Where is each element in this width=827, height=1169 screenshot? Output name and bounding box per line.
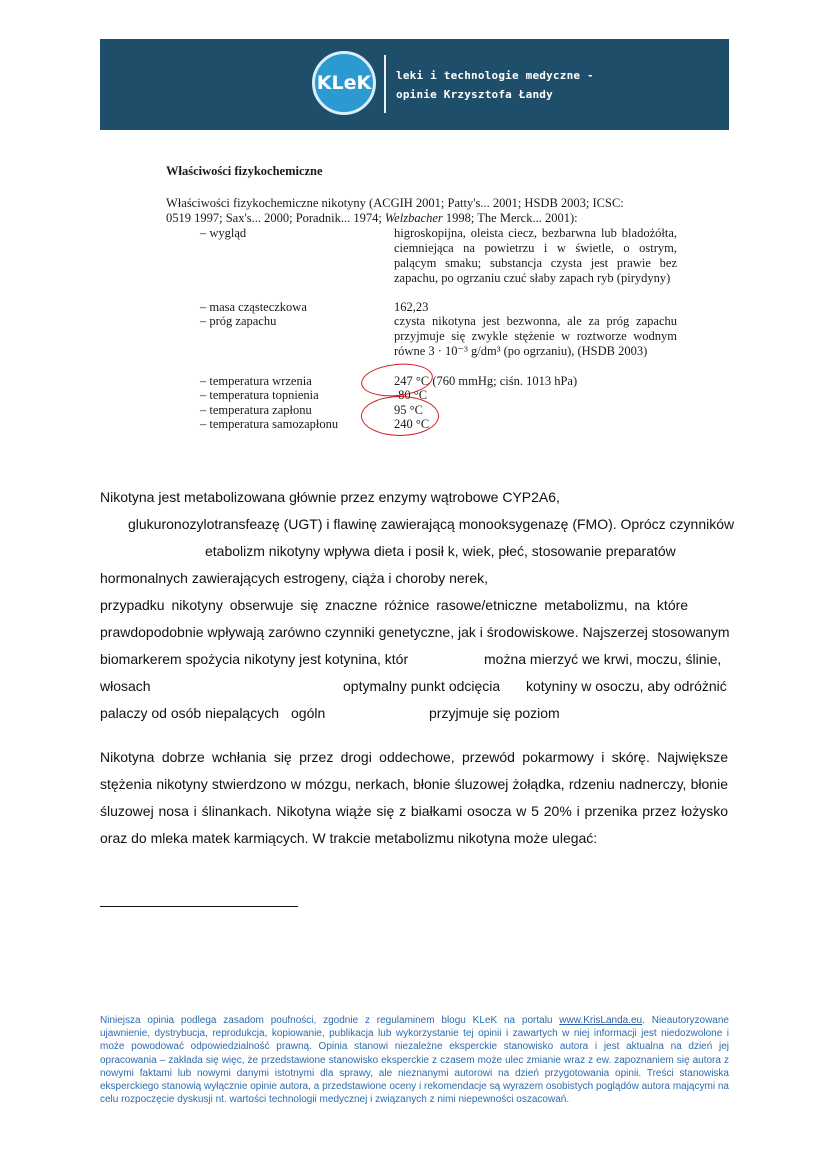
text-line: palaczy od osób niepalących ogóln przyjmuje się poziom [100, 705, 560, 721]
text-line: włosach optymalny punkt odcięcia kotyniny w osoczu, aby odróżnić [100, 678, 727, 694]
property-value: 162,23 [394, 300, 429, 314]
text-line: etabolizm nikotyny wpływa dieta i posił k, wiek, płeć, stosowanie preparatów [205, 543, 676, 559]
property-label: – wygląd [200, 226, 247, 240]
banner-tagline-2: opinie Krzysztofa Łandy [396, 88, 553, 101]
property-label: – temperatura wrzenia [200, 374, 312, 388]
property-label: – temperatura zapłonu [200, 403, 312, 417]
footer-disclaimer: Niniejsza opinia podlega zasadom poufności, zgodnie z regulaminem blogu KLeK na portalu www.KrisLanda.eu. Nieautoryzowane ujawnienie, dystrybucja, reprodukcja, kopiowanie, publikacja lub wykorzystanie tej opinii i zawartych w niej informacji jest niedozwolone i może powodować odpowiedzialność prawną. Opinia stanowi niezależne eksperckie stanowisko autora i jest aktualna na dzień jej opracowania – zakłada się więc, że przedstawione stanowisko eksperckie z czasem może ulec zmianie wraz z ew. zapoznaniem się autora z nowymi faktami lub nowymi danymi istotnymi dla sprawy, ale nieznanymi autorowi na dzień przygotowania opinii. Treści stanowiska eksperckiego stanowią wyłącznie opinie autora, a przedstawione oceny i rekomendacje są wyrazem osobistych poglądów autora mającymi na celu rozpoczęcie dyskusji nt. wartości technologii medycznej i związanych z nimi niepewności oszacowań. [100, 1015, 729, 1106]
property-value: 240 °C [394, 417, 430, 431]
text-line: glukuronozylotransfeazę (UGT) i flawinę zawierającą monooksygenazę (FMO). Oprócz czynników [128, 516, 735, 532]
property-label: – próg zapachu [200, 314, 277, 328]
paragraph-metabolism [100, 484, 735, 727]
text-line: Nikotyna jest metabolizowana głównie przez enzymy wątrobowe CYP2A6, [100, 489, 560, 505]
scan-intro-line2: 0519 1997; Sax's... 2000; Poradnik... 1974; Welzbacher 1998; The Merck... 2001): [166, 210, 578, 225]
property-value: higroskopijna, oleista ciecz, bezbarwna lub bladożółta, ciemniejąca na powietrzu i w świetle, o ostrym, palącym smaku; substancja czysta jest prawie bez zapachu, po ogrzaniu czuć słaby zapach ryb (pirydyny) [394, 226, 677, 285]
portal-link[interactable]: www.KrisLanda.eu [559, 1015, 643, 1026]
scan-intro-line1: Właściwości fizykochemiczne nikotyny (ACGIH 2001; Patty's... 2001; HSDB 2003; ICSC: [166, 196, 624, 210]
text-line: prawdopodobnie wpływają zarówno czynniki genetyczne, jak i środowiskowe. Najszerzej stosowanym [100, 624, 730, 640]
property-label: – temperatura samozapłonu [200, 417, 339, 431]
banner-tagline-1: leki i technologie medyczne - [396, 69, 594, 82]
klek-logo: KLeK [312, 51, 376, 115]
property-value: -80 °C [394, 388, 428, 402]
property-value: 95 °C [394, 403, 423, 417]
property-label: – masa cząsteczkowa [200, 300, 307, 314]
logo-divider [384, 55, 386, 113]
scan-intro [166, 196, 686, 225]
text-line: biomarkerem spożycia nikotyny jest kotynina, któr można mierzyć we krwi, moczu, ślinie, [100, 651, 722, 667]
footnote-separator [100, 906, 298, 907]
text-line: hormonalnych zawierających estrogeny, ciąża i choroby nerek, [100, 570, 489, 586]
property-value: czysta nikotyna jest bezwonna, ale za próg zapachu przyjmuje się zwykle stężenie w roztworze wodnym równe 3 · 10⁻³ g/dm³ (po ogrzaniu), (HSDB 2003) [394, 314, 677, 358]
header-banner [100, 39, 729, 130]
text-line: przypadku nikotyny obserwuje się znaczne różnice rasowe/etniczne metabolizmu, na które [100, 597, 689, 613]
property-value: 247 °C (760 mmHg; ciśn. 1013 hPa) [394, 374, 578, 388]
paragraph-absorption: Nikotyna dobrze wchłania się przez drogi oddechowe, przewód pokarmowy i skórę. Największe stężenia nikotyny stwierdzono w mózgu, nerkach, błonie śluzowej żołądka, rdzeniu nadnerczy, błonie śluzowej nosa i ślinankach. Nikotyna wiąże się z białkami osocza w 5 20% i przenika przez łożysko oraz do mleka matek karmiących. W trakcie metabolizmu nikotyna może ulegać: [100, 749, 728, 846]
scan-heading: Właściwości fizykochemiczne [166, 164, 323, 178]
property-label: – temperatura topnienia [200, 388, 319, 402]
highlight-circle [361, 396, 439, 436]
